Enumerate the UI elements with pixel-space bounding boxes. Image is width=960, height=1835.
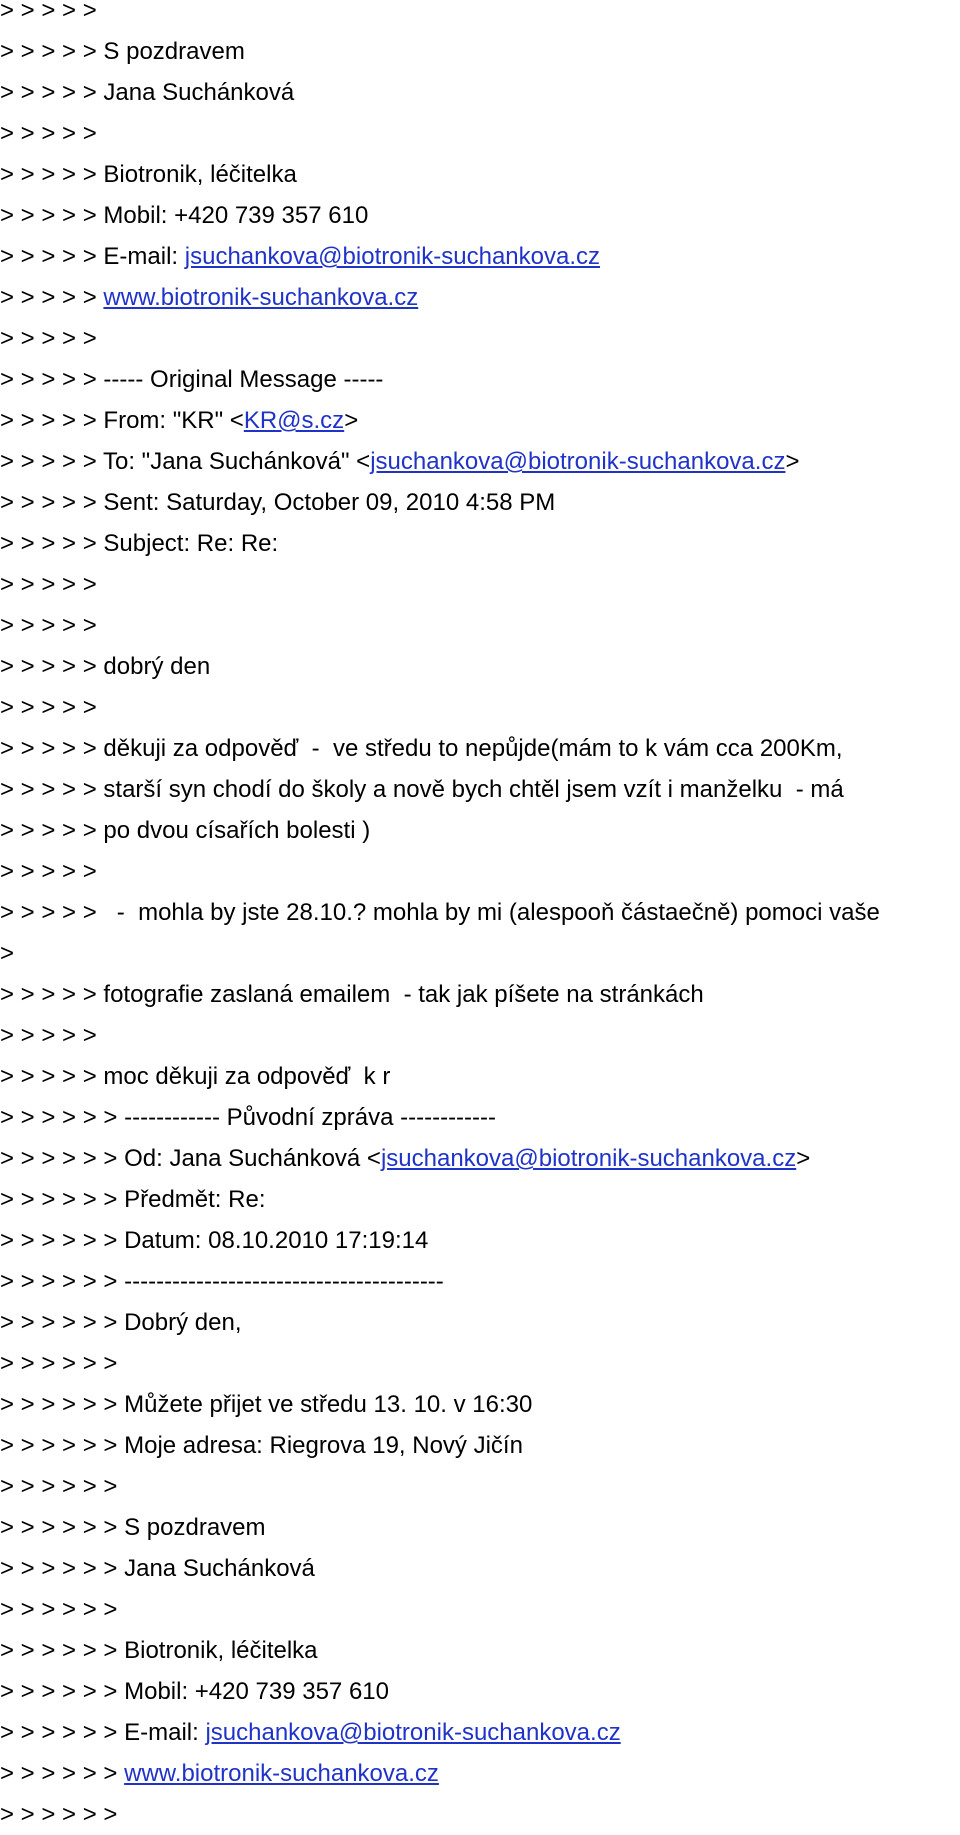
email-line: > > > > > - mohla by jste 28.10.? mohla by mi (alespooň částaečně) pomoci vaše [0, 899, 880, 926]
email-line: > > > > > > ------------ Původní zpráva ------------ [0, 1104, 497, 1131]
email-link[interactable]: jsuchankova@biotronik-suchankova.cz [205, 1719, 621, 1746]
email-line: > [0, 940, 15, 967]
line-suffix: > [796, 1145, 811, 1172]
email-line: > > > > > > Moje adresa: Riegrova 19, Nový Jičín [0, 1432, 523, 1459]
email-line [0, 1712, 960, 1753]
email-line: > > > > > > S pozdravem [0, 1514, 266, 1541]
email-line: > > > > > > [0, 1350, 118, 1377]
email-link[interactable]: www.biotronik-suchankova.cz [103, 284, 419, 311]
email-link[interactable]: www.biotronik-suchankova.cz [124, 1760, 439, 1787]
email-line: > > > > > > Dobrý den, [0, 1309, 242, 1336]
email-line: > > > > > [0, 858, 97, 885]
email-line [0, 277, 960, 318]
email-line: > > > > > děkuji za odpověď - ve středu to nepůjde(mám to k vám cca 200Km, [0, 735, 843, 762]
email-line: > > > > > [0, 571, 97, 598]
email-line: > > > > > dobrý den [0, 653, 211, 680]
email-line: > > > > > > Jana Suchánková [0, 1555, 315, 1582]
line-prefix: > > > > > [0, 284, 104, 311]
line-prefix: > > > > > From: "KR" < [0, 407, 244, 434]
email-link[interactable]: jsuchankova@biotronik-suchankova.cz [184, 243, 601, 270]
line-suffix: > [785, 448, 800, 475]
email-line: > > > > > Sent: Saturday, October 09, 2010 4:58 PM [0, 489, 556, 516]
email-line [0, 400, 960, 441]
email-line: > > > > > [0, 325, 97, 352]
email-line: > > > > > > ---------------------------------------- [0, 1268, 444, 1295]
email-line: > > > > > [0, 694, 97, 721]
email-line [0, 1138, 960, 1179]
email-line: > > > > > > Datum: 08.10.2010 17:19:14 [0, 1227, 429, 1254]
email-line [0, 236, 960, 277]
email-link[interactable]: KR@s.cz [243, 407, 345, 434]
email-line: > > > > > S pozdravem [0, 38, 245, 65]
email-line: > > > > > Mobil: +420 739 357 610 [0, 202, 369, 229]
email-line: > > > > > > [0, 1596, 118, 1623]
email-line: > > > > > starší syn chodí do školy a nově bych chtěl jsem vzít i manželku - má [0, 776, 844, 803]
email-line: > > > > > > Předmět: Re: [0, 1186, 266, 1213]
email-line: > > > > > moc děkuji za odpověď k r [0, 1063, 391, 1090]
email-line: > > > > > [0, 1022, 97, 1049]
line-prefix: > > > > > > Od: Jana Suchánková < [0, 1145, 381, 1172]
line-suffix: > [344, 407, 359, 434]
email-line: > > > > > fotografie zaslaná emailem - tak jak píšete na stránkách [0, 981, 704, 1008]
email-line: > > > > > po dvou císařích bolesti ) [0, 817, 371, 844]
email-line: > > > > > ----- Original Message ----- [0, 366, 384, 393]
email-line: > > > > > [0, 120, 97, 147]
email-line: > > > > > > [0, 1801, 118, 1828]
email-line: > > > > > [0, 612, 97, 639]
email-line: > > > > > > [0, 1473, 118, 1500]
email-link[interactable]: jsuchankova@biotronik-suchankova.cz [370, 448, 786, 475]
email-line: > > > > > [0, 0, 97, 24]
email-link[interactable]: jsuchankova@biotronik-suchankova.cz [380, 1145, 797, 1172]
line-prefix: > > > > > To: "Jana Suchánková" < [0, 448, 371, 475]
email-line [0, 1753, 960, 1794]
email-line: > > > > > Jana Suchánková [0, 79, 295, 106]
email-line: > > > > > Biotronik, léčitelka [0, 161, 297, 188]
email-line: > > > > > > Biotronik, léčitelka [0, 1637, 318, 1664]
email-line [0, 441, 960, 482]
email-line: > > > > > Subject: Re: Re: [0, 530, 279, 557]
line-prefix: > > > > > E-mail: [0, 243, 185, 270]
email-line: > > > > > > Můžete přijet ve středu 13. 10. v 16:30 [0, 1391, 533, 1418]
line-prefix: > > > > > > [0, 1760, 125, 1787]
line-prefix: > > > > > > E-mail: [0, 1719, 206, 1746]
email-line: > > > > > > Mobil: +420 739 357 610 [0, 1678, 389, 1705]
